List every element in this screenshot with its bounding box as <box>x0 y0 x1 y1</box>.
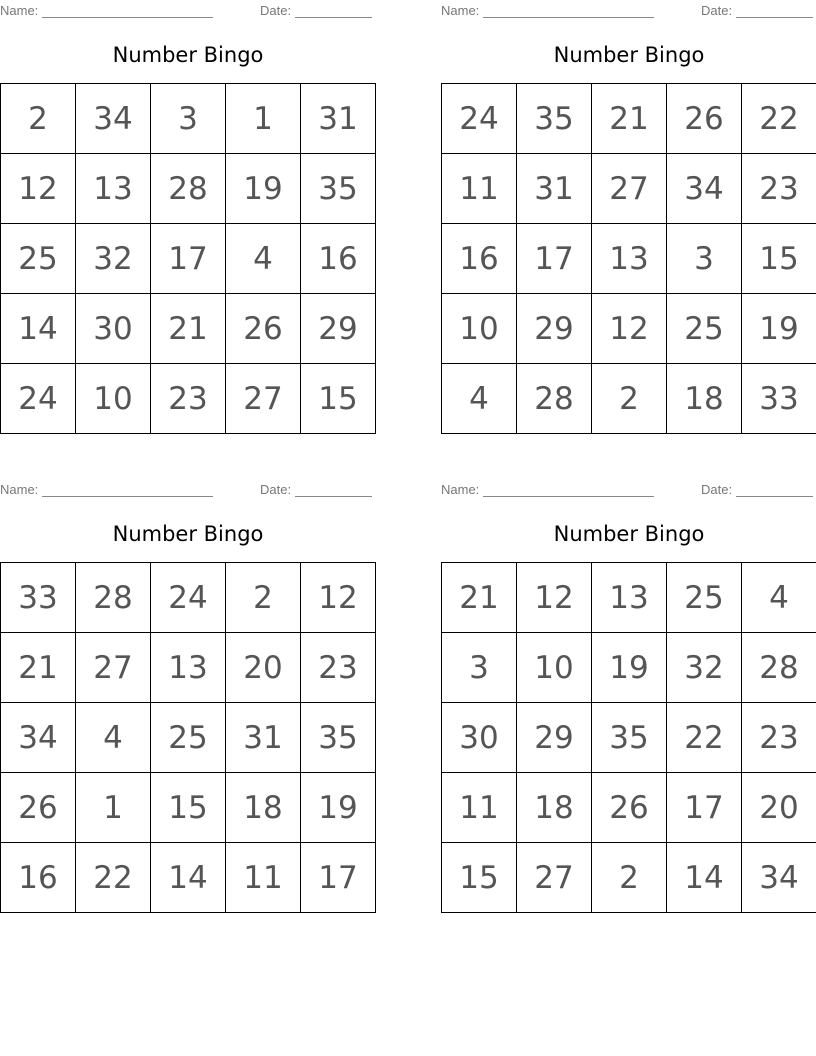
grid-row <box>442 703 816 773</box>
grid-row <box>1 224 376 294</box>
grid-cell: 22 <box>667 703 742 773</box>
grid-cell: 27 <box>226 364 301 434</box>
grid-cell: 24 <box>442 84 517 154</box>
grid-cell: 4 <box>226 224 301 294</box>
grid-cell: 3 <box>442 633 517 703</box>
grid-cell: 28 <box>151 154 226 224</box>
grid-cell: 34 <box>742 843 816 913</box>
bingo-card <box>0 479 376 896</box>
grid-cell: 25 <box>1 224 76 294</box>
grid-cell: 27 <box>592 154 667 224</box>
grid-cell: 31 <box>301 84 376 154</box>
grid-cell: 14 <box>1 294 76 364</box>
grid-cell: 16 <box>442 224 517 294</box>
grid-cell: 35 <box>592 703 667 773</box>
grid-cell: 22 <box>76 843 151 913</box>
grid-row <box>1 364 376 434</box>
grid-cell: 30 <box>76 294 151 364</box>
grid-cell: 14 <box>151 843 226 913</box>
grid-cell: 20 <box>226 633 301 703</box>
grid-cell: 16 <box>301 224 376 294</box>
name-line <box>42 483 213 497</box>
name-label: Name: <box>0 3 39 18</box>
name-label: Name: <box>441 3 480 18</box>
grid-row <box>442 773 816 843</box>
grid-cell: 28 <box>517 364 592 434</box>
grid-cell: 21 <box>1 633 76 703</box>
date-line <box>736 4 813 18</box>
grid-cell: 4 <box>442 364 517 434</box>
card-title: Number Bingo <box>112 43 264 67</box>
grid-cell: 29 <box>517 703 592 773</box>
grid-cell: 24 <box>151 563 226 633</box>
grid-cell: 25 <box>151 703 226 773</box>
grid-cell: 10 <box>517 633 592 703</box>
name-line <box>483 4 654 18</box>
grid-row <box>442 154 816 224</box>
grid-row <box>442 843 816 913</box>
grid-cell: 21 <box>442 563 517 633</box>
grid-cell: 23 <box>742 154 816 224</box>
grid-row <box>442 294 816 364</box>
grid-cell: 22 <box>742 84 816 154</box>
card-header <box>0 479 376 501</box>
grid-cell: 3 <box>151 84 226 154</box>
grid-cell: 34 <box>667 154 742 224</box>
date-line <box>295 483 372 497</box>
grid-cell: 33 <box>1 563 76 633</box>
grid-row <box>442 633 816 703</box>
name-line <box>483 483 654 497</box>
name-field <box>441 3 654 18</box>
date-label: Date: <box>260 482 292 497</box>
name-label: Name: <box>441 482 480 497</box>
grid-cell: 1 <box>76 773 151 843</box>
grid-row <box>442 563 816 633</box>
grid-cell: 3 <box>667 224 742 294</box>
bingo-card <box>441 479 816 896</box>
grid-cell: 32 <box>667 633 742 703</box>
grid-row <box>1 633 376 703</box>
grid-cell: 25 <box>667 294 742 364</box>
grid-cell: 27 <box>517 843 592 913</box>
name-label: Name: <box>0 482 39 497</box>
card-title: Number Bingo <box>112 522 264 546</box>
grid-cell: 16 <box>1 843 76 913</box>
grid-row <box>442 84 816 154</box>
card-header <box>441 0 816 22</box>
grid-row <box>1 154 376 224</box>
date-label: Date: <box>701 482 733 497</box>
grid-row <box>1 294 376 364</box>
grid-cell: 11 <box>442 773 517 843</box>
grid-cell: 17 <box>667 773 742 843</box>
grid-cell: 31 <box>517 154 592 224</box>
grid-cell: 29 <box>301 294 376 364</box>
grid-cell: 28 <box>76 563 151 633</box>
name-line <box>42 4 213 18</box>
grid-cell: 17 <box>151 224 226 294</box>
grid-cell: 2 <box>592 364 667 434</box>
grid-cell: 12 <box>592 294 667 364</box>
grid-cell: 10 <box>442 294 517 364</box>
date-label: Date: <box>260 3 292 18</box>
name-field <box>0 482 213 497</box>
grid-cell: 34 <box>76 84 151 154</box>
card-header <box>0 0 376 22</box>
bingo-grid <box>0 562 376 913</box>
grid-cell: 15 <box>442 843 517 913</box>
grid-cell: 18 <box>667 364 742 434</box>
grid-cell: 11 <box>442 154 517 224</box>
grid-row <box>1 773 376 843</box>
grid-cell: 29 <box>517 294 592 364</box>
grid-cell: 4 <box>742 563 816 633</box>
grid-cell: 13 <box>592 563 667 633</box>
bingo-grid <box>441 562 816 913</box>
grid-cell: 24 <box>1 364 76 434</box>
grid-cell: 10 <box>76 364 151 434</box>
grid-row <box>1 84 376 154</box>
grid-cell: 12 <box>301 563 376 633</box>
grid-cell: 35 <box>517 84 592 154</box>
grid-cell: 27 <box>76 633 151 703</box>
grid-cell: 25 <box>667 563 742 633</box>
grid-cell: 19 <box>742 294 816 364</box>
grid-cell: 19 <box>592 633 667 703</box>
grid-cell: 12 <box>1 154 76 224</box>
grid-cell: 18 <box>226 773 301 843</box>
grid-cell: 20 <box>742 773 816 843</box>
bingo-card <box>0 0 376 417</box>
grid-cell: 35 <box>301 703 376 773</box>
grid-row <box>1 703 376 773</box>
grid-cell: 35 <box>301 154 376 224</box>
date-field <box>701 482 813 497</box>
bingo-card <box>441 0 816 417</box>
grid-cell: 13 <box>592 224 667 294</box>
grid-cell: 26 <box>1 773 76 843</box>
grid-cell: 34 <box>1 703 76 773</box>
grid-cell: 2 <box>592 843 667 913</box>
card-title: Number Bingo <box>553 522 705 546</box>
grid-cell: 21 <box>592 84 667 154</box>
grid-cell: 28 <box>742 633 816 703</box>
grid-cell: 4 <box>76 703 151 773</box>
grid-cell: 14 <box>667 843 742 913</box>
grid-cell: 13 <box>76 154 151 224</box>
grid-cell: 18 <box>517 773 592 843</box>
grid-row <box>1 843 376 913</box>
grid-cell: 15 <box>301 364 376 434</box>
grid-cell: 1 <box>226 84 301 154</box>
grid-cell: 23 <box>742 703 816 773</box>
date-field <box>260 482 372 497</box>
date-field <box>701 3 813 18</box>
grid-cell: 19 <box>226 154 301 224</box>
grid-row <box>442 224 816 294</box>
grid-cell: 26 <box>667 84 742 154</box>
grid-cell: 13 <box>151 633 226 703</box>
grid-cell: 21 <box>151 294 226 364</box>
date-line <box>736 483 813 497</box>
grid-cell: 15 <box>742 224 816 294</box>
card-header <box>441 479 816 501</box>
grid-row <box>1 563 376 633</box>
name-field <box>0 3 213 18</box>
grid-cell: 11 <box>226 843 301 913</box>
bingo-grid <box>0 83 376 434</box>
date-field <box>260 3 372 18</box>
date-line <box>295 4 372 18</box>
grid-cell: 17 <box>301 843 376 913</box>
grid-cell: 17 <box>517 224 592 294</box>
grid-cell: 32 <box>76 224 151 294</box>
grid-cell: 23 <box>301 633 376 703</box>
name-field <box>441 482 654 497</box>
grid-cell: 26 <box>226 294 301 364</box>
grid-cell: 15 <box>151 773 226 843</box>
card-title: Number Bingo <box>553 43 705 67</box>
grid-cell: 26 <box>592 773 667 843</box>
bingo-grid <box>441 83 816 434</box>
date-label: Date: <box>701 3 733 18</box>
grid-cell: 19 <box>301 773 376 843</box>
grid-cell: 30 <box>442 703 517 773</box>
grid-row <box>442 364 816 434</box>
grid-cell: 33 <box>742 364 816 434</box>
grid-cell: 23 <box>151 364 226 434</box>
grid-cell: 2 <box>1 84 76 154</box>
grid-cell: 2 <box>226 563 301 633</box>
grid-cell: 31 <box>226 703 301 773</box>
grid-cell: 12 <box>517 563 592 633</box>
